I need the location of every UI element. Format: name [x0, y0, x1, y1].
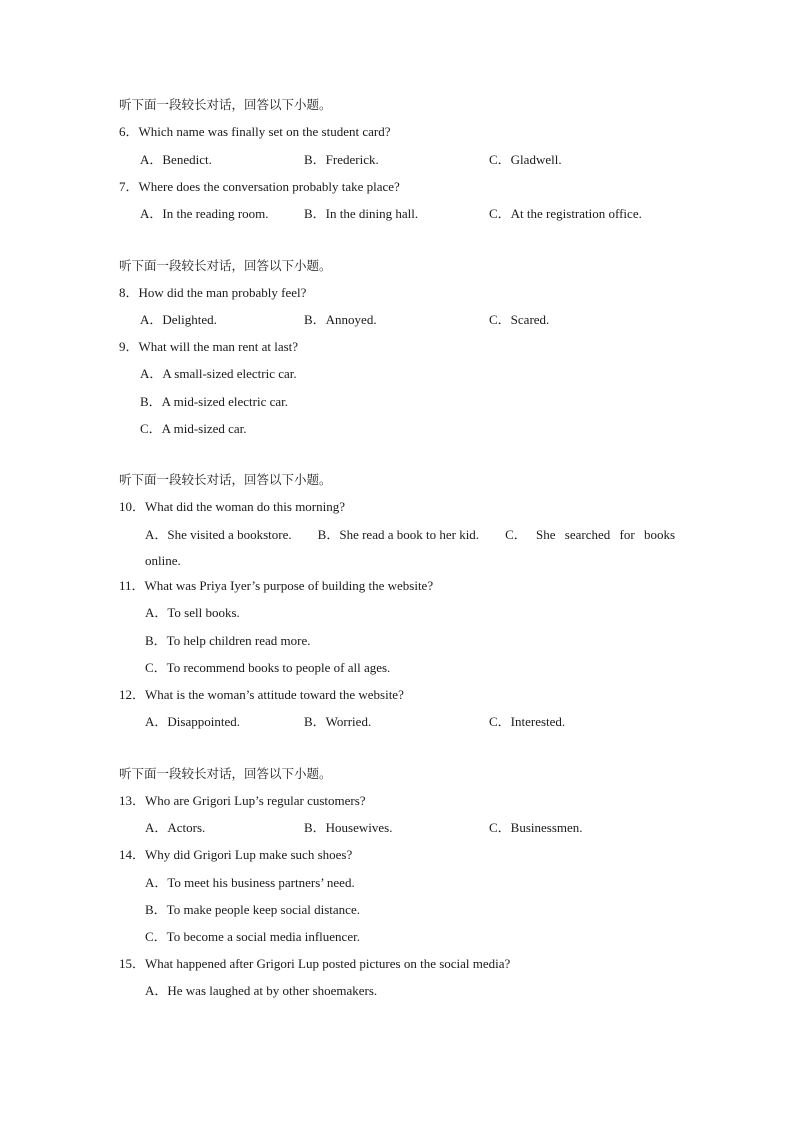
question-7-stem: 7．Where does the conversation probably take place? [119, 179, 400, 194]
question-6-stem: 6．Which name was finally set on the student card? [119, 124, 391, 139]
q8-option-b: B．Annoyed. [304, 312, 377, 327]
question-12-stem: 12．What is the woman’s attitude toward the website? [119, 687, 404, 702]
section-instruction: 听下面一段较长对话，回答以下小题。 [119, 766, 332, 781]
q12-option-c: C．Interested. [489, 714, 566, 729]
q10-options-row [145, 527, 675, 543]
q6-option-c: C．Gladwell. [489, 152, 562, 167]
q14-option-a: A．To meet his business partners’ need. [145, 875, 355, 890]
q9-option-b: B．A mid-sized electric car. [140, 394, 289, 409]
q10-option-c: C． She searched for books [505, 527, 675, 542]
q8-option-a: A．Delighted. [140, 312, 217, 327]
question-14-stem: 14．Why did Grigori Lup make such shoes? [119, 847, 353, 862]
q15-option-a: A．He was laughed at by other shoemakers. [145, 983, 378, 998]
q10-option-a: A．She visited a bookstore. [145, 527, 292, 542]
q11-option-a: A．To sell books. [145, 605, 240, 620]
question-9-stem: 9．What will the man rent at last? [119, 339, 299, 354]
q11-option-b: B．To help children read more. [145, 633, 311, 648]
q12-option-a: A．Disappointed. [145, 714, 240, 729]
q10-option-b: B．She read a book to her kid. [317, 527, 480, 542]
q10-option-c-continued: online. [145, 553, 181, 568]
q9-option-a: A．A small-sized electric car. [140, 366, 297, 381]
question-8-stem: 8．How did the man probably feel? [119, 285, 307, 300]
section-instruction: 听下面一段较长对话，回答以下小题。 [119, 258, 332, 273]
section-instruction: 听下面一段较长对话，回答以下小题。 [119, 97, 332, 112]
question-10-stem: 10．What did the woman do this morning? [119, 499, 346, 514]
question-11-stem: 11．What was Priya Iyer’s purpose of building the website? [119, 578, 434, 593]
q7-option-c: C．At the registration office. [489, 206, 642, 221]
q8-option-c: C．Scared. [489, 312, 550, 327]
q11-option-c: C．To recommend books to people of all ages. [145, 660, 391, 675]
question-15-stem: 15．What happened after Grigori Lup posted pictures on the social media? [119, 956, 511, 971]
q14-option-b: B．To make people keep social distance. [145, 902, 360, 917]
q6-option-a: A．Benedict. [140, 152, 212, 167]
q7-option-b: B．In the dining hall. [304, 206, 419, 221]
question-13-stem: 13．Who are Grigori Lup’s regular customers? [119, 793, 366, 808]
q12-option-b: B．Worried. [304, 714, 372, 729]
section-instruction: 听下面一段较长对话，回答以下小题。 [119, 472, 332, 487]
q13-option-a: A．Actors. [145, 820, 206, 835]
q7-option-a: A．In the reading room. [140, 206, 269, 221]
q6-option-b: B．Frederick. [304, 152, 379, 167]
q9-option-c: C．A mid-sized car. [140, 421, 247, 436]
q13-option-c: C．Businessmen. [489, 820, 583, 835]
q14-option-c: C．To become a social media influencer. [145, 929, 360, 944]
q13-option-b: B．Housewives. [304, 820, 393, 835]
